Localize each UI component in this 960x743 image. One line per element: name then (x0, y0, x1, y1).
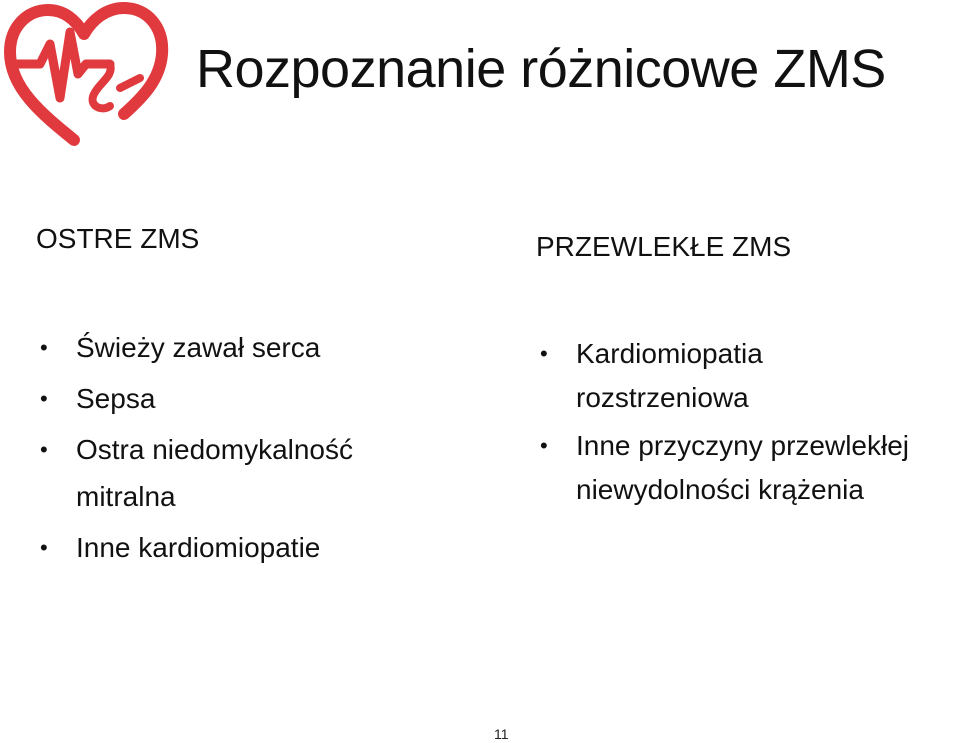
list-item (536, 424, 960, 512)
bullet-icon: • (40, 386, 48, 411)
acute-list (36, 324, 416, 575)
list-item-text: Inne kardiomiopatie (76, 532, 321, 563)
chronic-header: PRZEWLEKŁE ZMS (536, 231, 792, 262)
list-item (36, 524, 416, 571)
page-title: Rozpoznanie różnicowe ZMS (196, 39, 886, 99)
heart-ekg-icon (2, 2, 172, 152)
chronic-column (536, 222, 960, 505)
acute-column (36, 222, 476, 563)
bullet-icon: • (540, 433, 548, 458)
bullet-icon: • (40, 535, 48, 560)
list-item-text: Sepsa (76, 383, 156, 414)
page-number: 11 (494, 726, 509, 742)
acute-header: OSTRE ZMS (36, 223, 200, 254)
chronic-list (536, 332, 960, 516)
list-item-text: Inne przyczyny przewlekłej niewydolności krążenia (576, 430, 910, 505)
bullet-icon: • (40, 335, 48, 360)
bullet-icon: • (40, 437, 48, 462)
list-item (36, 375, 416, 422)
list-item-text: Świeży zawał serca (76, 332, 321, 363)
bullet-icon: • (540, 341, 548, 366)
list-item-text: Kardiomiopatia rozstrzeniowa (576, 338, 763, 413)
list-item (36, 324, 416, 371)
list-item-text: Ostra niedomykalność mitralna (76, 434, 354, 512)
list-item (536, 332, 960, 420)
list-item (36, 426, 416, 520)
